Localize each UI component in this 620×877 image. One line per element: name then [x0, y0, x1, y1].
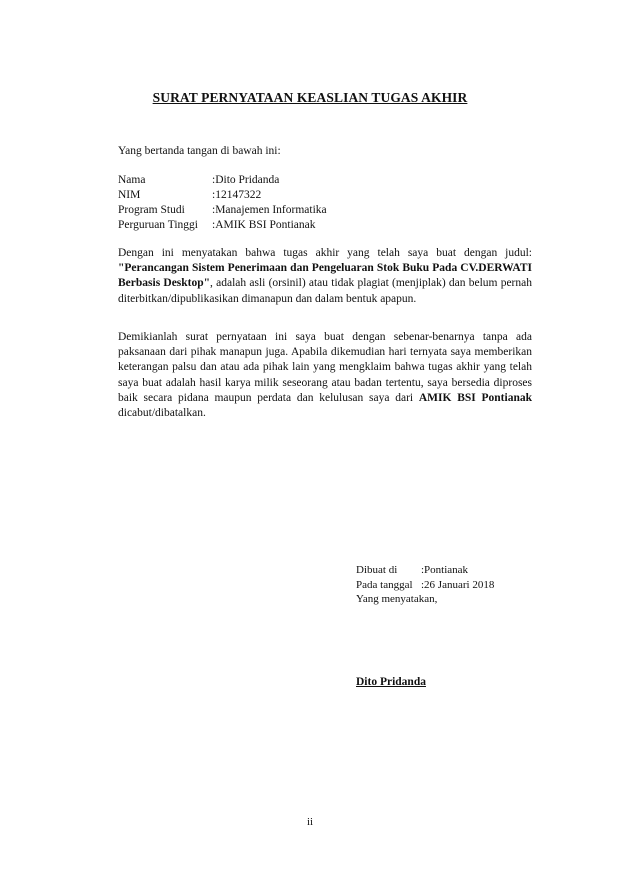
identity-value: :Manajemen Informatika: [212, 204, 327, 216]
identity-label: Perguruan Tinggi: [118, 219, 198, 231]
identity-row-name: [118, 173, 327, 188]
institution-name: AMIK BSI Pontianak: [418, 391, 532, 404]
identity-label: Nama: [118, 174, 146, 186]
identity-label: NIM: [118, 189, 141, 201]
declaration-tail: , adalah asli (orsinil) atau tidak plagiat (menjiplak) dan belum pernah diterbitkan/dipublikasikan dimanapun dan dalam bentuk apapun.: [118, 277, 532, 305]
date-value: :26 Januari 2018: [421, 578, 495, 591]
identity-value: :Dito Pridanda: [212, 174, 280, 186]
closing-tail: dicabut/dibatalkan.: [118, 407, 206, 420]
thesis-title: "Perancangan Sistem Penerimaan dan Pengeluaran Stok Buku Pada CV.DERWATI Berbasis Desktop": [118, 262, 532, 290]
closing-paragraph: [118, 330, 532, 421]
signer-name: Dito Pridanda: [356, 676, 426, 688]
declaration-lead: Dengan ini menyatakan bahwa tugas akhir yang telah saya buat dengan judul:: [118, 247, 532, 259]
place-value: :Pontianak: [421, 564, 469, 576]
signature-block: [356, 563, 494, 607]
identity-value: :12147322: [212, 189, 262, 201]
place-label: Dibuat di: [356, 564, 398, 576]
declaration-paragraph: [118, 246, 532, 307]
identity-row-nim: [118, 188, 327, 203]
identity-table: [118, 173, 327, 233]
document-title: SURAT PERNYATAAN KEASLIAN TUGAS AKHIR: [152, 90, 468, 105]
intro-text: Yang bertanda tangan di bawah ini:: [118, 145, 281, 157]
identity-row-institution: [118, 218, 327, 233]
identity-value: :AMIK BSI Pontianak: [212, 219, 316, 231]
signature-date-row: [356, 578, 494, 593]
identity-row-program: [118, 203, 327, 218]
signature-place-row: [356, 563, 494, 578]
closing-lead: Demikianlah surat pernyataan ini saya buat dengan sebenar-benarnya tanpa ada paksanaan dari pihak manapun juga. Apabila dikemudian hari ternyata saya memberikan keterangan palsu dan atau ada pihak lain yang mengklaim bahwa tugas akhir yang telah saya buat adalah hasil karya milik seseorang atau badan tertentu, saya bersedia diproses baik secara pidana maupun perdata dan kelulusan saya dari: [118, 331, 532, 404]
date-label: Pada tanggal: [356, 578, 413, 591]
identity-label: Program Studi: [118, 204, 185, 216]
signature-statement: Yang menyatakan,: [356, 593, 438, 606]
page-number: ii: [306, 816, 314, 828]
